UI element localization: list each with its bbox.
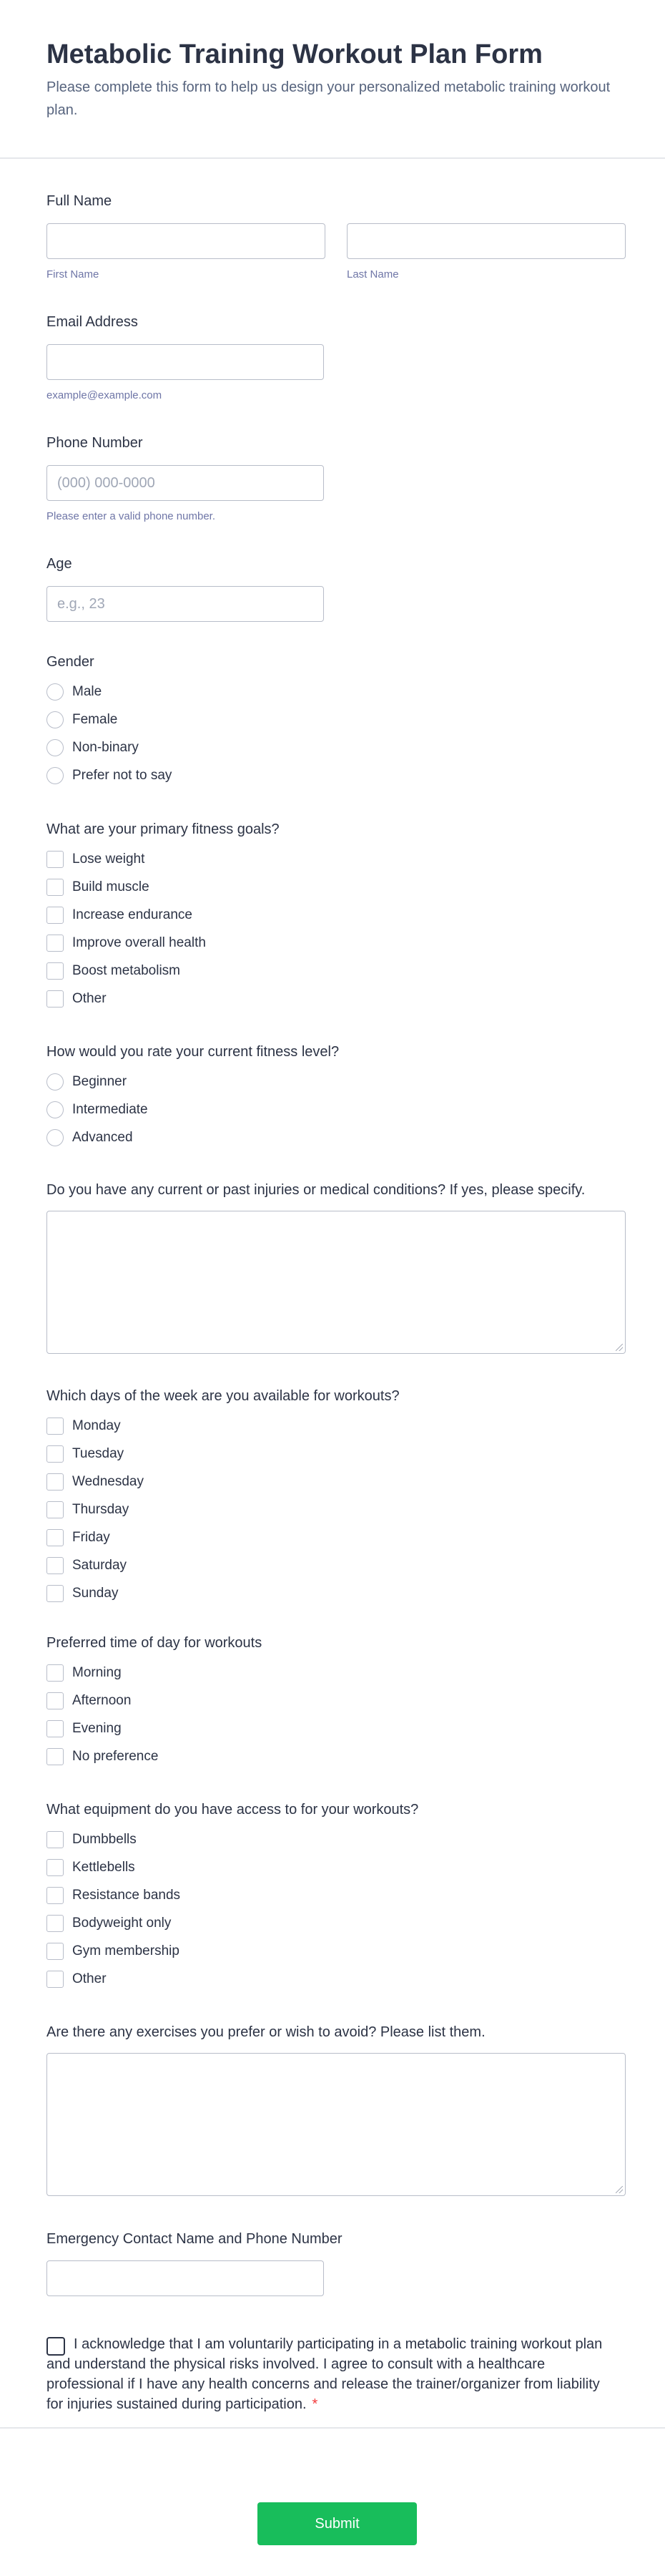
checkbox[interactable]	[46, 1915, 64, 1932]
time-option-label: Afternoon	[72, 1693, 132, 1708]
radio-button[interactable]	[46, 1073, 64, 1091]
gender-option-non-binary[interactable]	[46, 738, 139, 757]
resize-grip-icon[interactable]	[616, 1344, 623, 1351]
goal-option-label: Other	[72, 991, 107, 1006]
goal-option-label: Build muscle	[72, 879, 149, 894]
checkbox[interactable]	[46, 1831, 64, 1848]
checkbox[interactable]	[46, 879, 64, 896]
fitness-option-advanced[interactable]	[46, 1128, 133, 1147]
goals-section	[46, 820, 626, 1013]
fitness-option-intermediate[interactable]	[46, 1101, 148, 1119]
day-option-label: Thursday	[72, 1502, 129, 1517]
first-name-sublabel: First Name	[46, 268, 99, 280]
form-subtitle: Please complete this form to help us design your personalized metabolic training workout plan.	[46, 79, 611, 118]
equipment-option-kettlebells[interactable]	[46, 1858, 135, 1877]
day-option-tuesday[interactable]	[46, 1445, 124, 1463]
gender-option-label: Non-binary	[72, 740, 139, 755]
last-name-input[interactable]	[347, 223, 626, 259]
fitness-option-label: Advanced	[72, 1130, 133, 1145]
goal-option-label: Boost metabolism	[72, 963, 181, 978]
checkbox[interactable]	[46, 1887, 64, 1904]
checkbox[interactable]	[46, 1971, 64, 1988]
goal-option-health[interactable]	[46, 934, 206, 952]
checkbox[interactable]	[46, 1418, 64, 1435]
injuries-label: Do you have any current or past injuries or medical conditions? If yes, please specify.	[46, 1182, 586, 1198]
day-option-friday[interactable]	[46, 1528, 110, 1547]
consent-section	[46, 2334, 626, 2420]
checkbox[interactable]	[46, 1859, 64, 1876]
fitness-level-section	[46, 1043, 626, 1150]
gender-option-label: Prefer not to say	[72, 768, 172, 783]
full-name-section	[46, 192, 626, 285]
days-label: Which days of the week are you available for workouts?	[46, 1388, 400, 1404]
checkbox[interactable]	[46, 935, 64, 952]
equipment-option-label: Kettlebells	[72, 1860, 135, 1875]
checkbox[interactable]	[46, 1748, 64, 1765]
goal-option-build-muscle[interactable]	[46, 878, 149, 897]
checkbox[interactable]	[46, 1473, 64, 1491]
email-section	[46, 313, 626, 406]
gender-option-label: Male	[72, 684, 102, 699]
equipment-option-gym[interactable]	[46, 1942, 179, 1961]
equipment-option-label: Resistance bands	[72, 1888, 181, 1903]
radio-button[interactable]	[46, 683, 64, 701]
checkbox[interactable]	[46, 1557, 64, 1574]
goal-option-label: Increase endurance	[72, 907, 192, 922]
checkbox[interactable]	[46, 1664, 64, 1682]
goal-option-endurance[interactable]	[46, 906, 192, 924]
day-option-monday[interactable]	[46, 1417, 121, 1435]
day-option-label: Wednesday	[72, 1474, 144, 1489]
radio-button[interactable]	[46, 739, 64, 756]
equipment-option-label: Gym membership	[72, 1943, 179, 1958]
resize-grip-icon[interactable]	[616, 2186, 623, 2193]
time-option-evening[interactable]	[46, 1719, 122, 1738]
day-option-label: Saturday	[72, 1558, 127, 1573]
checkbox[interactable]	[46, 1692, 64, 1709]
time-option-label: Morning	[72, 1665, 122, 1680]
emergency-section	[46, 2230, 626, 2301]
checkbox[interactable]	[46, 1445, 64, 1463]
equipment-option-other[interactable]	[46, 1970, 107, 1989]
radio-button[interactable]	[46, 1129, 64, 1146]
goal-option-label: Lose weight	[72, 852, 145, 867]
first-name-input[interactable]	[46, 223, 325, 259]
goals-label: What are your primary fitness goals?	[46, 821, 280, 837]
required-marker: *	[312, 2396, 318, 2412]
equipment-option-dumbbells[interactable]	[46, 1830, 137, 1849]
consent-checkbox[interactable]	[46, 2337, 65, 2356]
phone-section	[46, 434, 626, 527]
goal-option-lose-weight[interactable]	[46, 850, 144, 869]
checkbox[interactable]	[46, 851, 64, 868]
equipment-option-bodyweight[interactable]	[46, 1914, 171, 1933]
day-option-label: Friday	[72, 1530, 110, 1545]
equipment-option-label: Other	[72, 1971, 107, 1986]
checkbox[interactable]	[46, 1585, 64, 1602]
days-section	[46, 1387, 626, 1609]
fitness-option-label: Beginner	[72, 1074, 127, 1089]
injuries-textarea-wrap	[46, 1211, 626, 1354]
checkbox[interactable]	[46, 907, 64, 924]
injuries-section	[46, 1181, 626, 1360]
day-option-label: Sunday	[72, 1586, 119, 1601]
equipment-label: What equipment do you have access to for your workouts?	[46, 1802, 419, 1818]
radio-button[interactable]	[46, 711, 64, 728]
time-option-label: Evening	[72, 1721, 122, 1736]
emergency-input[interactable]	[46, 2260, 324, 2296]
equipment-option-label: Bodyweight only	[72, 1916, 172, 1931]
day-option-label: Monday	[72, 1418, 121, 1433]
radio-button[interactable]	[46, 1101, 64, 1118]
time-option-morning[interactable]	[46, 1664, 122, 1682]
checkbox[interactable]	[46, 1529, 64, 1546]
day-option-sunday[interactable]	[46, 1584, 118, 1603]
form-header	[0, 0, 665, 159]
emergency-label: Emergency Contact Name and Phone Number	[46, 2231, 343, 2247]
equipment-section	[46, 1800, 626, 1994]
exercises-section	[46, 2023, 626, 2202]
fitness-option-label: Intermediate	[72, 1102, 148, 1117]
time-of-day-label: Preferred time of day for workouts	[46, 1635, 262, 1651]
last-name-sublabel: Last Name	[347, 268, 399, 280]
consent-text: I acknowledge that I am voluntarily participating in a metabolic training workout plan and understand the physical risks involved. I agree to consult with a healthcare professional if I have any health concerns and release the trainer/organizer from liability for injuries sustained during participation.	[46, 2336, 603, 2412]
gender-option-male[interactable]	[46, 683, 102, 701]
email-label: Email Address	[46, 314, 138, 330]
checkbox[interactable]	[46, 1943, 64, 1960]
day-option-wednesday[interactable]	[46, 1473, 144, 1491]
phone-label: Phone Number	[46, 435, 143, 451]
consent-text-block	[46, 2334, 611, 2414]
goal-option-other[interactable]	[46, 990, 107, 1008]
gender-section	[46, 653, 626, 789]
footer-divider	[0, 2427, 665, 2429]
gender-option-female[interactable]	[46, 711, 117, 729]
day-option-saturday[interactable]	[46, 1556, 127, 1575]
exercises-label: Are there any exercises you prefer or wish to avoid? Please list them.	[46, 2024, 486, 2040]
time-option-label: No preference	[72, 1749, 159, 1764]
email-sublabel: example@example.com	[46, 389, 162, 401]
checkbox[interactable]	[46, 1501, 64, 1518]
submit-button[interactable]: Submit	[257, 2502, 417, 2545]
gender-option-prefer-not[interactable]	[46, 766, 172, 785]
form-title: Metabolic Training Workout Plan Form	[46, 39, 543, 69]
full-name-label: Full Name	[46, 193, 112, 209]
day-option-thursday[interactable]	[46, 1501, 129, 1519]
age-input[interactable]	[46, 586, 324, 622]
checkbox[interactable]	[46, 962, 64, 980]
fitness-option-beginner[interactable]	[46, 1073, 127, 1091]
goal-option-label: Improve overall health	[72, 935, 206, 950]
injuries-textarea[interactable]	[46, 1211, 626, 1354]
equipment-option-label: Dumbbells	[72, 1832, 137, 1847]
gender-option-label: Female	[72, 712, 118, 727]
exercises-textarea-wrap	[46, 2053, 626, 2196]
age-label: Age	[46, 556, 72, 572]
phone-sublabel: Please enter a valid phone number.	[46, 510, 215, 522]
exercises-textarea[interactable]	[46, 2053, 626, 2196]
phone-input[interactable]	[46, 465, 324, 501]
age-section	[46, 555, 626, 626]
goal-option-metabolism[interactable]	[46, 962, 180, 980]
fitness-level-label: How would you rate your current fitness level?	[46, 1044, 340, 1060]
email-input[interactable]	[46, 344, 324, 380]
equipment-option-bands[interactable]	[46, 1886, 180, 1905]
time-of-day-section	[46, 1634, 626, 1770]
gender-label: Gender	[46, 654, 94, 670]
checkbox[interactable]	[46, 1720, 64, 1737]
day-option-label: Tuesday	[72, 1446, 124, 1461]
time-option-afternoon[interactable]	[46, 1692, 131, 1710]
time-option-no-preference[interactable]	[46, 1747, 158, 1766]
radio-button[interactable]	[46, 767, 64, 784]
checkbox[interactable]	[46, 990, 64, 1008]
